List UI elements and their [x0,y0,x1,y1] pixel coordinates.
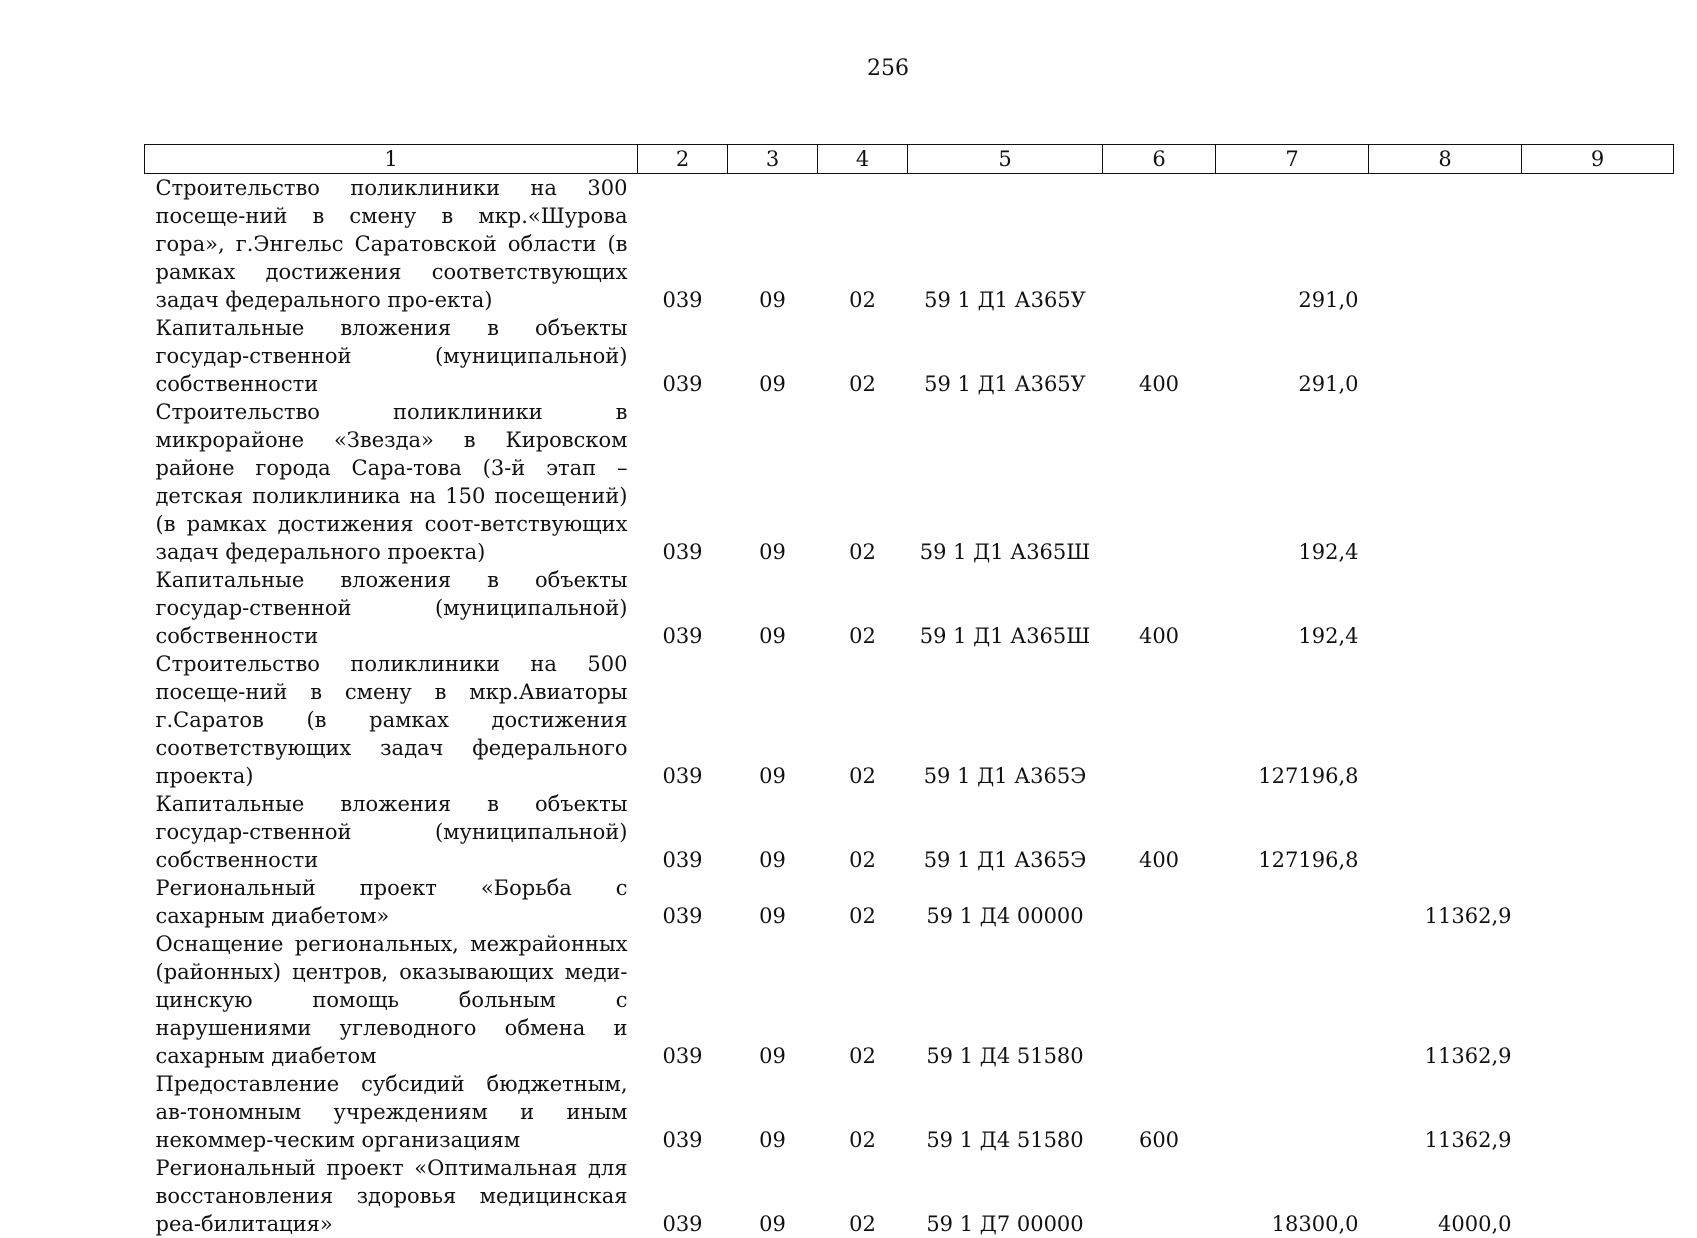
ministry-code: 039 [638,174,728,315]
target-item-code: 59 1 Д1 А365У [908,174,1103,315]
amount-col-8 [1369,398,1522,566]
target-item-code: 59 1 Д1 А365Ш [908,566,1103,650]
expense-type-code [1103,1154,1216,1238]
section-code: 09 [728,174,818,315]
row-name: Оснащение региональных, межрайонных (районных) центров, оказывающих меди-цинскую помощь больным с нарушениями углеводного обмена и сахарным диабетом [145,930,638,1070]
column-header-8: 8 [1369,145,1522,174]
expense-type-code: 400 [1103,790,1216,874]
amount-col-7: 192,4 [1216,566,1369,650]
section-code: 09 [728,314,818,398]
subsection-code: 02 [818,930,908,1070]
expense-type-code [1103,174,1216,315]
amount-col-7: 18300,0 [1216,1154,1369,1238]
amount-col-9 [1522,1070,1674,1154]
amount-col-7 [1216,930,1369,1070]
subsection-code: 02 [818,874,908,930]
target-item-code: 59 1 Д1 А365Э [908,790,1103,874]
section-code: 09 [728,1070,818,1154]
ministry-code: 039 [638,398,728,566]
target-item-code: 59 1 Д4 00000 [908,874,1103,930]
table-row [145,650,1674,790]
amount-col-7: 127196,8 [1216,790,1369,874]
table-row [145,398,1674,566]
expense-type-code [1103,874,1216,930]
amount-col-9 [1522,398,1674,566]
table-row [145,174,1674,315]
target-item-code: 59 1 Д1 А365Ш [908,398,1103,566]
amount-col-7: 291,0 [1216,174,1369,315]
amount-col-9 [1522,314,1674,398]
ministry-code: 039 [638,874,728,930]
section-code: 09 [728,930,818,1070]
amount-col-7: 291,0 [1216,314,1369,398]
amount-col-9 [1522,1154,1674,1238]
expense-type-code [1103,930,1216,1070]
expense-type-code [1103,398,1216,566]
page-number: 256 [0,56,1697,81]
amount-col-7: 127196,8 [1216,650,1369,790]
row-name: Строительство поликлиники на 300 посеще-ний в смену в мкр.«Шурова гора», г.Энгельс Саратовской области (в рамках достижения соответствующих задач федерального про-екта) [145,174,638,315]
row-name: Капитальные вложения в объекты государ-ственной (муниципальной) собственности [145,790,638,874]
row-name: Строительство поликлиники в микрорайоне «Звезда» в Кировском районе города Сара-това (3-й этап – детская поликлиника на 150 посещений) (в рамках достижения соот-ветствующих задач федерального проекта) [145,398,638,566]
header-row [145,145,1674,174]
amount-col-7 [1216,874,1369,930]
table-row [145,790,1674,874]
row-name: Региональный проект «Оптимальная для восстановления здоровья медицинская реа-билитация» [145,1154,638,1238]
table-row [145,314,1674,398]
amount-col-8 [1369,650,1522,790]
table-row [145,566,1674,650]
section-code: 09 [728,566,818,650]
amount-col-8 [1369,790,1522,874]
ministry-code: 039 [638,314,728,398]
ministry-code: 039 [638,790,728,874]
amount-col-9 [1522,174,1674,315]
target-item-code: 59 1 Д4 51580 [908,1070,1103,1154]
expense-type-code: 400 [1103,566,1216,650]
section-code: 09 [728,790,818,874]
amount-col-9 [1522,790,1674,874]
subsection-code: 02 [818,314,908,398]
column-header-5: 5 [908,145,1103,174]
column-header-1: 1 [145,145,638,174]
row-name: Строительство поликлиники на 500 посеще-ний в смену в мкр.Авиаторы г.Саратов (в рамках достижения соответствующих задач федерального проекта) [145,650,638,790]
column-header-9: 9 [1522,145,1674,174]
section-code: 09 [728,1154,818,1238]
amount-col-8: 11362,9 [1369,1070,1522,1154]
ministry-code: 039 [638,1070,728,1154]
budget-table [144,144,1674,1238]
subsection-code: 02 [818,650,908,790]
expense-type-code: 400 [1103,314,1216,398]
table-row [145,1070,1674,1154]
row-name: Капитальные вложения в объекты государ-ственной (муниципальной) собственности [145,314,638,398]
subsection-code: 02 [818,790,908,874]
row-name: Предоставление субсидий бюджетным, ав-тономным учреждениям и иным некоммер-ческим организациям [145,1070,638,1154]
amount-col-9 [1522,650,1674,790]
ministry-code: 039 [638,650,728,790]
amount-col-9 [1522,874,1674,930]
target-item-code: 59 1 Д1 А365У [908,314,1103,398]
amount-col-7: 192,4 [1216,398,1369,566]
section-code: 09 [728,398,818,566]
column-header-7: 7 [1216,145,1369,174]
target-item-code: 59 1 Д7 00000 [908,1154,1103,1238]
column-header-4: 4 [818,145,908,174]
section-code: 09 [728,650,818,790]
target-item-code: 59 1 Д1 А365Э [908,650,1103,790]
expense-type-code [1103,650,1216,790]
ministry-code: 039 [638,1154,728,1238]
expense-type-code: 600 [1103,1070,1216,1154]
target-item-code: 59 1 Д4 51580 [908,930,1103,1070]
subsection-code: 02 [818,1070,908,1154]
column-header-2: 2 [638,145,728,174]
section-code: 09 [728,874,818,930]
amount-col-8: 4000,0 [1369,1154,1522,1238]
column-header-3: 3 [728,145,818,174]
column-header-6: 6 [1103,145,1216,174]
row-name: Региональный проект «Борьба с сахарным диабетом» [145,874,638,930]
ministry-code: 039 [638,930,728,1070]
amount-col-8 [1369,566,1522,650]
amount-col-8 [1369,174,1522,315]
ministry-code: 039 [638,566,728,650]
amount-col-8: 11362,9 [1369,930,1522,1070]
table-row [145,1154,1674,1238]
subsection-code: 02 [818,174,908,315]
amount-col-8: 11362,9 [1369,874,1522,930]
amount-col-9 [1522,566,1674,650]
table-row [145,930,1674,1070]
subsection-code: 02 [818,566,908,650]
table-body [145,174,1674,1238]
amount-col-8 [1369,314,1522,398]
amount-col-7 [1216,1070,1369,1154]
subsection-code: 02 [818,398,908,566]
amount-col-9 [1522,930,1674,1070]
table-header [145,145,1674,174]
row-name: Капитальные вложения в объекты государ-ственной (муниципальной) собственности [145,566,638,650]
subsection-code: 02 [818,1154,908,1238]
table-row [145,874,1674,930]
